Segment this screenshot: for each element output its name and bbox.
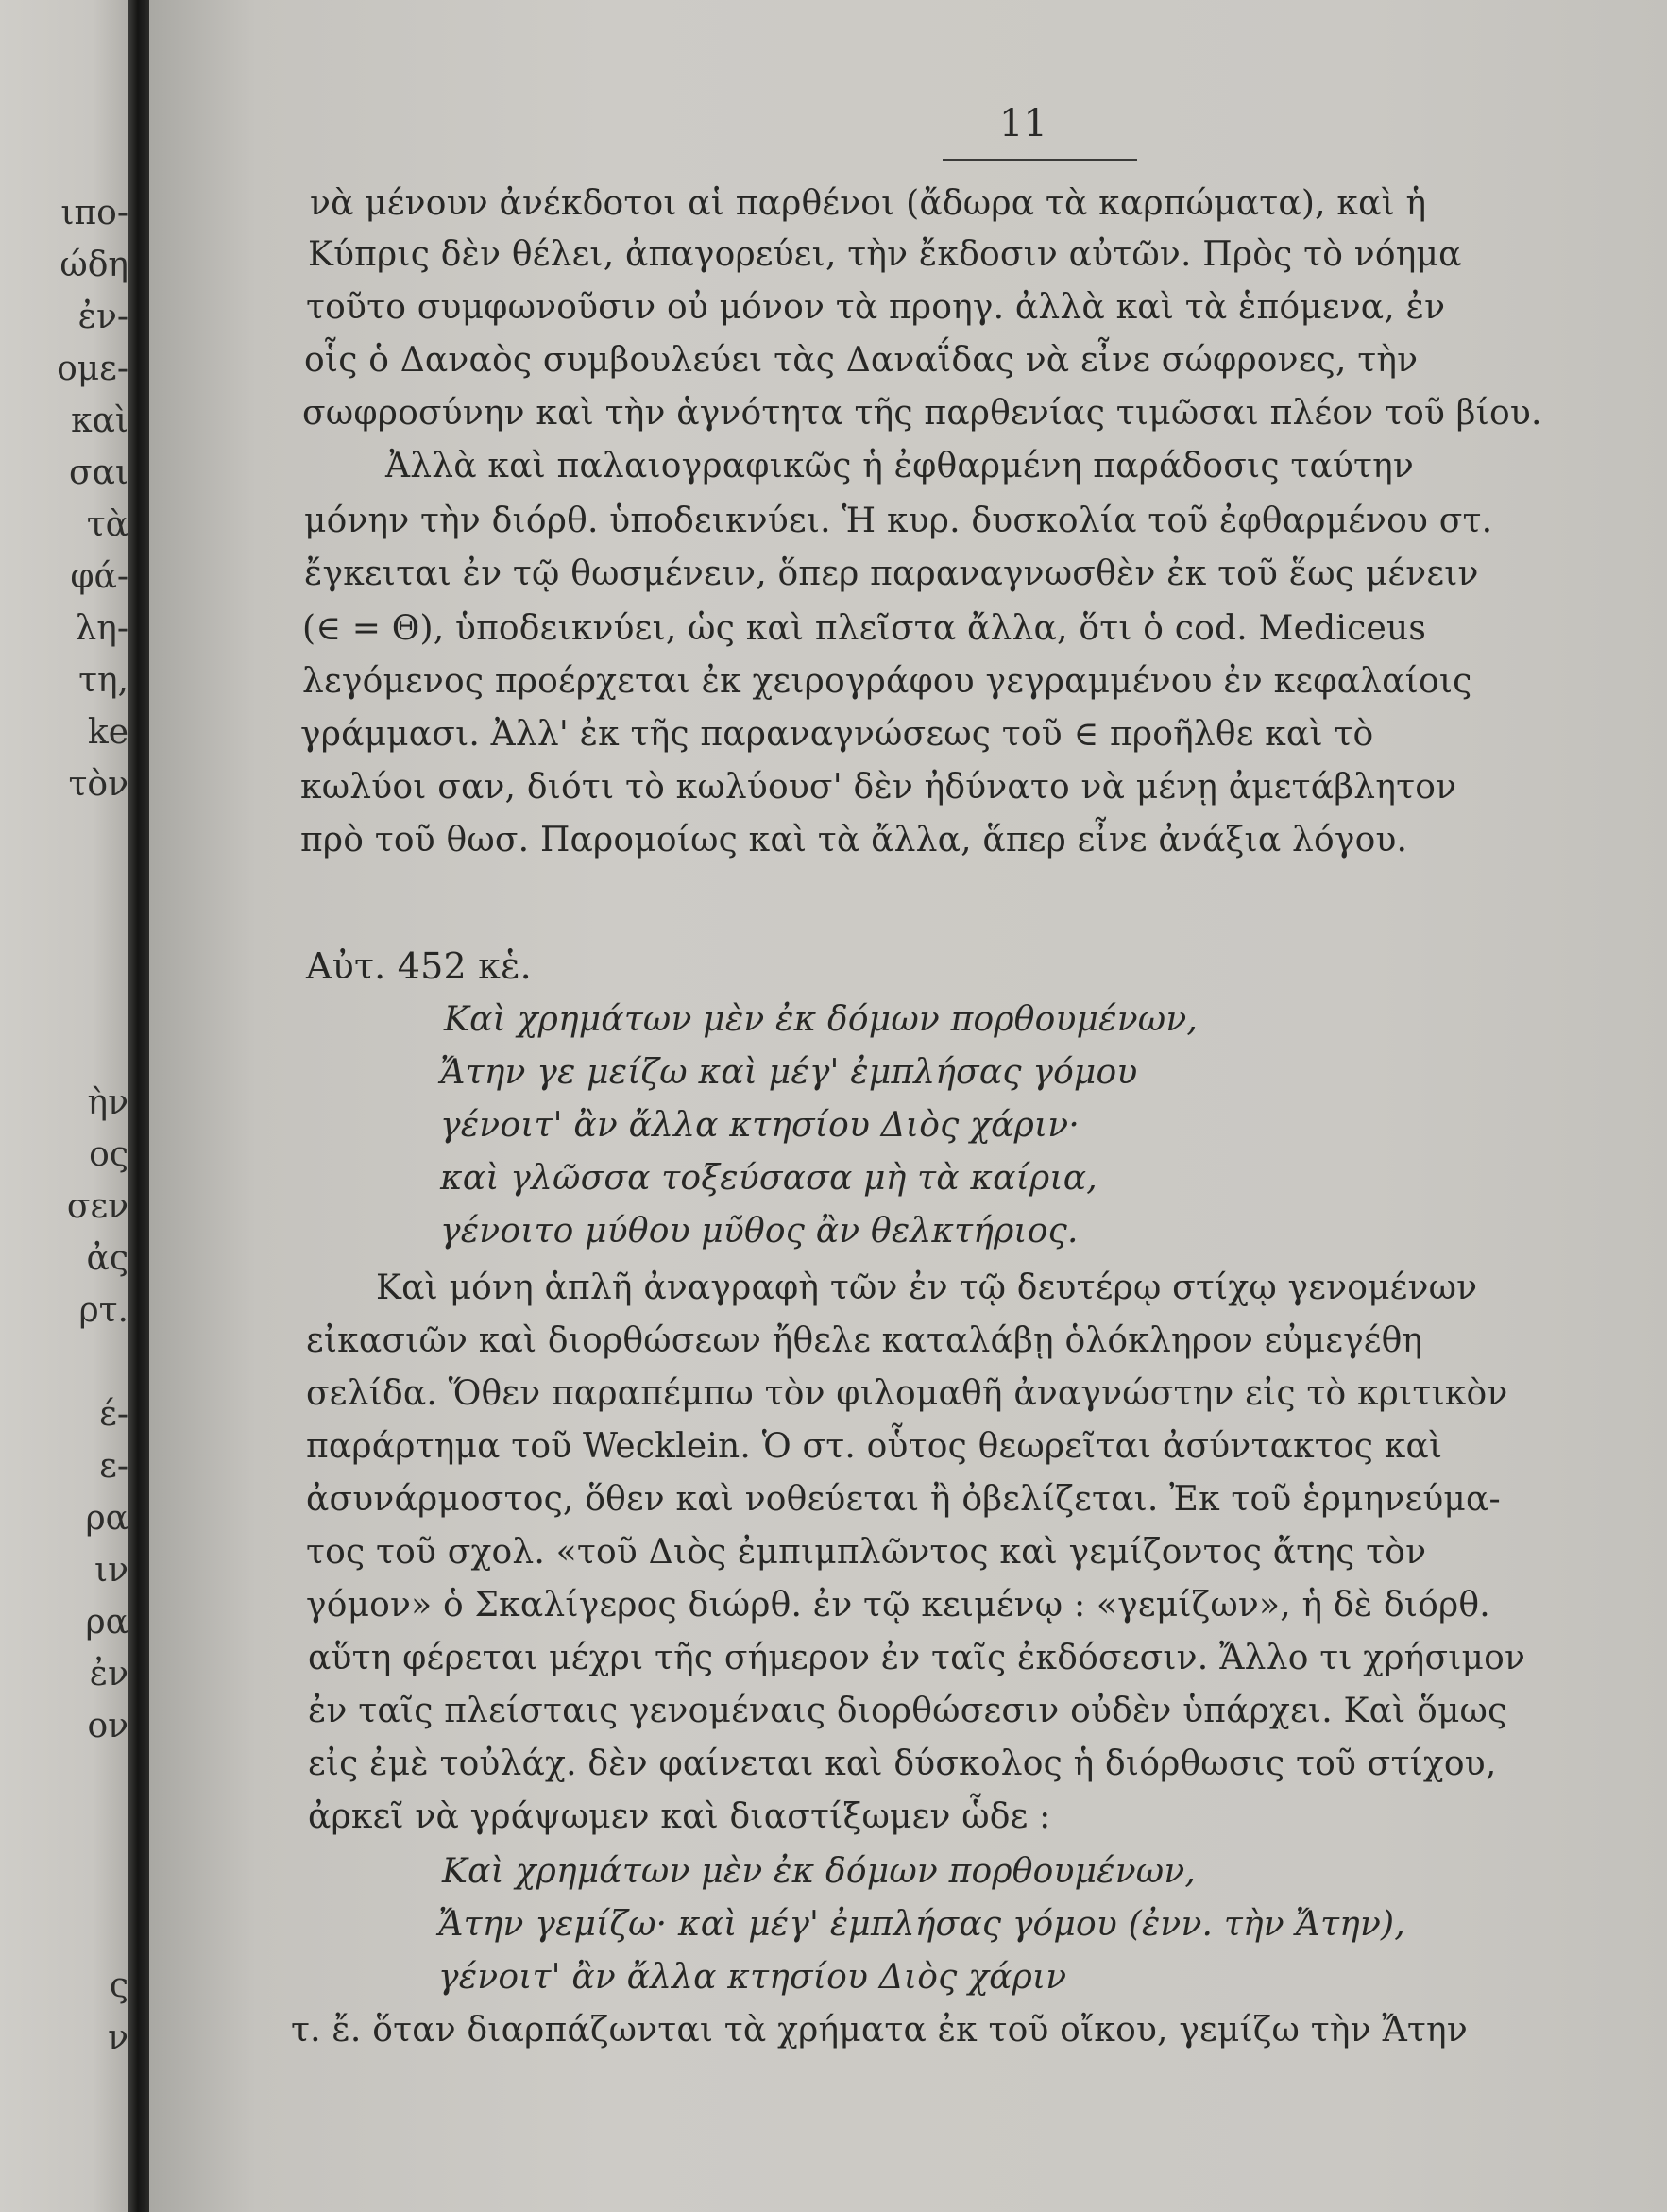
book-spine-shadow <box>128 0 149 2212</box>
margin-fragment: ος <box>89 1135 128 1174</box>
margin-fragment: τη, <box>78 661 128 700</box>
text-line: οἷς ὁ Δαναὸς συμβουλεύει τὰς Δαναΐδας νὰ εἶνε σώφρονες, τὴν <box>304 341 1419 380</box>
margin-fragment: ς <box>109 1966 128 2005</box>
margin-fragment: σεν <box>66 1187 128 1226</box>
margin-fragment: ιν <box>94 1551 128 1590</box>
verse-line: Καὶ χρημάτων μὲν ἐκ δόμων πορθουμένων, <box>444 1000 1199 1039</box>
verse-line: γένοιτ' ἂν ἄλλα κτησίου Διὸς χάριν <box>438 1958 1067 1997</box>
margin-fragment: ὴν <box>87 1083 128 1122</box>
text-line: εἰκασιῶν καὶ διορθώσεων ἤθελε καταλάβῃ ὁλόκληρον εὐμεγέθη <box>306 1321 1423 1360</box>
text-line: κωλύοι σαν, διότι τὸ κωλύουσ' δὲν ἠδύνατο νὰ μένῃ ἀμετάβλητον <box>300 768 1457 807</box>
margin-fragment: ον <box>87 1707 128 1745</box>
margin-fragment: φά- <box>70 557 128 596</box>
text-line: παράρτημα τοῦ Wecklein. Ὁ στ. οὗτος θεωρεῖται ἀσύντακτος καὶ <box>306 1427 1443 1466</box>
text-line: ἀσυνάρμοστος, ὅθεν καὶ νοθεύεται ἢ ὀβελίζεται. Ἐκ τοῦ ἑρμηνεύμα- <box>306 1480 1501 1519</box>
text-line: μόνην τὴν διόρθ. ὑποδεικνύει. Ἡ κυρ. δυσκολία τοῦ ἐφθαρμένου στ. <box>304 502 1493 540</box>
margin-fragment: τὰ <box>86 505 128 544</box>
text-line: πρὸ τοῦ θωσ. Παρομοίως καὶ τὰ ἄλλα, ἅπερ εἶνε ἀνάξια λόγου. <box>300 821 1408 859</box>
margin-fragment: ρα <box>85 1603 128 1642</box>
margin-fragment: ke <box>87 713 128 752</box>
text-line: λεγόμενος προέρχεται ἐκ χειρογράφου γεγραμμένου ἐν κεφαλαίοις <box>302 662 1472 701</box>
verse-line: Καὶ χρημάτων μὲν ἐκ δόμων πορθουμένων, <box>442 1852 1197 1891</box>
section-reference: Αὐτ. 452 κἑ. <box>306 945 532 987</box>
previous-page-edge <box>0 0 132 2212</box>
header-rule <box>943 159 1137 161</box>
text-line: τοῦτο συμφωνοῦσιν οὐ μόνον τὰ προηγ. ἀλλὰ καὶ τὰ ἑπόμενα, ἐν <box>306 288 1446 327</box>
margin-fragment: σαι <box>69 453 128 492</box>
margin-fragment: τὸν <box>68 765 128 804</box>
margin-fragment: ομε- <box>57 349 128 388</box>
verse-line: Ἄτην γε μείζω καὶ μέγ' ἐμπλήσας γόμου <box>440 1053 1138 1092</box>
text-line: εἰς ἐμὲ τοὐλάχ. δὲν φαίνεται καὶ δύσκολος ἡ διόρθωσις τοῦ στίχου, <box>308 1744 1497 1783</box>
book-page <box>149 0 1667 2212</box>
margin-fragment: λη- <box>75 609 128 648</box>
text-line: νὰ μένουν ἀνέκδοτοι αἱ παρθένοι (ἄδωρα τὰ καρπώματα), καὶ ἡ <box>310 184 1427 223</box>
text-line: τ. ἔ. ὅταν διαρπάζωνται τὰ χρήματα ἐκ τοῦ οἴκου, γεμίζω τὴν Ἄτην <box>291 2011 1468 2050</box>
margin-fragment: ἀς <box>86 1239 128 1278</box>
text-line: αὕτη φέρεται μέχρι τῆς σήμερον ἐν ταῖς ἐκδόσεσιν. Ἄλλο τι χρήσιμον <box>308 1639 1526 1677</box>
verse-line: γένοιτ' ἂν ἄλλα κτησίου Διὸς χάριν· <box>440 1106 1080 1145</box>
margin-fragment: ρτ. <box>78 1291 128 1330</box>
text-line: γράμμασι. Ἀλλ' ἐκ τῆς παραναγνώσεως τοῦ ∈ προῆλθε καὶ τὸ <box>300 715 1374 754</box>
text-line: Κύπρις δὲν θέλει, ἀπαγορεύει, τὴν ἔκδοσιν αὐτῶν. Πρὸς τὸ νόημα <box>308 235 1462 274</box>
margin-fragment: ἐν- <box>77 298 128 336</box>
text-line: ἀρκεῖ νὰ γράψωμεν καὶ διαστίξωμεν ὧδε : <box>308 1797 1051 1836</box>
margin-fragment: ρα <box>85 1499 128 1538</box>
verse-line: Ἄτην γεμίζω· καὶ μέγ' ἐμπλήσας γόμου (ἐνν. τὴν Ἄτην), <box>438 1905 1405 1944</box>
text-line: Καὶ μόνη ἁπλῆ ἀναγραφὴ τῶν ἐν τῷ δευτέρῳ στίχῳ γενομένων <box>376 1268 1478 1307</box>
margin-fragment: ιπο- <box>60 194 128 232</box>
margin-fragment: έ- <box>99 1395 128 1434</box>
verse-line: γένοιτο μύθου μῦθος ἂν θελκτήριος. <box>440 1212 1079 1251</box>
text-line: τος τοῦ σχολ. «τοῦ Διὸς ἐμπιμπλῶντος καὶ γεμίζοντος ἄτης τὸν <box>306 1533 1427 1572</box>
page-number: 11 <box>999 102 1047 145</box>
margin-fragment: ν <box>108 2018 128 2057</box>
margin-fragment: καὶ <box>71 401 128 440</box>
text-line: ἐν ταῖς πλείσταις γενομέναις διορθώσεσιν οὐδὲν ὑπάρχει. Καὶ ὅμως <box>308 1692 1507 1730</box>
text-line: σωφροσύνην καὶ τὴν ἁγνότητα τῆς παρθενίας τιμῶσαι πλέον τοῦ βίου. <box>302 394 1542 433</box>
margin-fragment: ε- <box>99 1447 128 1486</box>
margin-fragment: ἐν <box>89 1655 128 1693</box>
text-line: (∈ = Θ), ὑποδεικνύει, ὡς καὶ πλεῖστα ἄλλα, ὅτι ὁ cod. Mediceus <box>302 609 1427 648</box>
text-line: γόμον» ὁ Σκαλίγερος διώρθ. ἐν τῷ κειμένῳ : «γεμίζων», ἡ δὲ διόρθ. <box>306 1586 1490 1625</box>
text-line: σελίδα. Ὅθεν παραπέμπω τὸν φιλομαθῆ ἀναγνώστην εἰς τὸ κριτικὸν <box>306 1374 1508 1413</box>
margin-fragment: ώδη <box>60 246 128 284</box>
verse-line: καὶ γλῶσσα τοξεύσασα μὴ τὰ καίρια, <box>440 1159 1097 1198</box>
text-line: Ἀλλὰ καὶ παλαιογραφικῶς ἡ ἐφθαρμένη παράδοσις ταύτην <box>385 447 1415 485</box>
text-line: ἔγκειται ἐν τῷ θωσμένειν, ὅπερ παραναγνωσθὲν ἐκ τοῦ ἕως μένειν <box>304 554 1479 593</box>
